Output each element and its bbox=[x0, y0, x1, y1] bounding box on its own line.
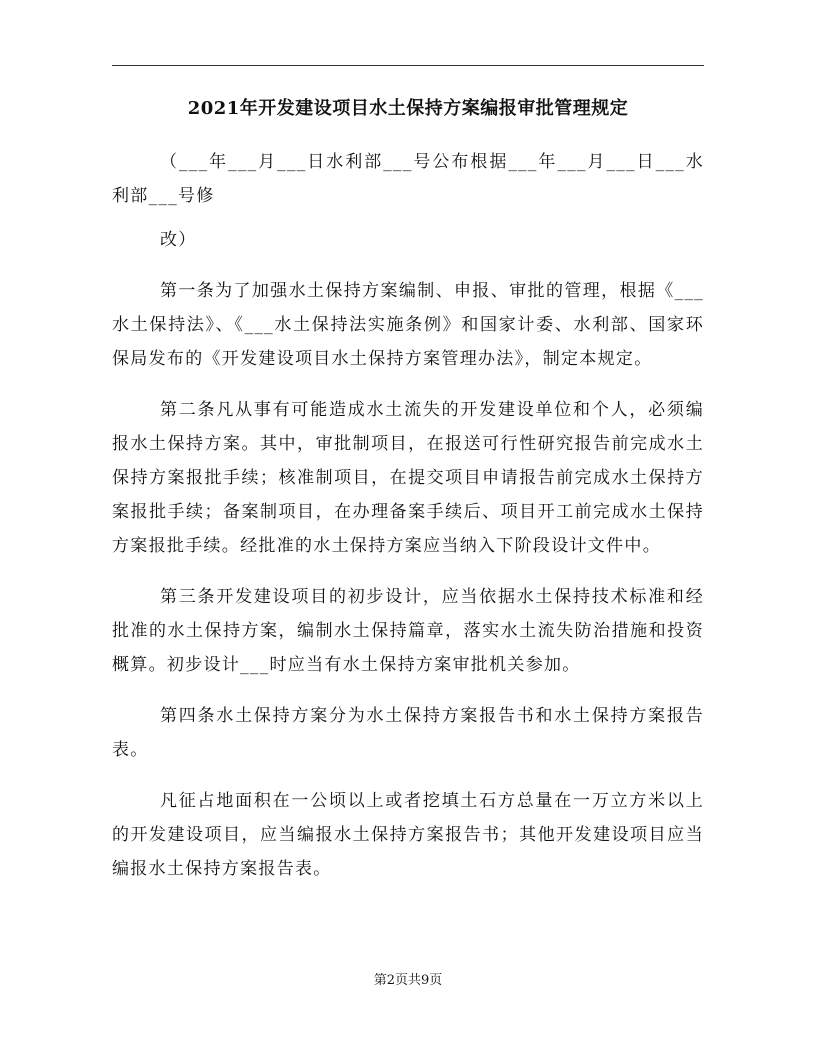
paragraph-article-4-detail: 凡征占地面积在一公顷以上或者挖填土石方总量在一万立方米以上的开发建设项目，应当编报水土保持方案报告书；其他开发建设项目应当编报水土保持方案报告表。 bbox=[112, 791, 704, 879]
paragraph-article-1: 第一条为了加强水土保持方案编制、申报、审批的管理，根据《___水土保持法》、《___水土保持法实施条例》和国家计委、水利部、国家环保局发布的《开发建设项目水土保持方案管理办法》，制定本规定。 bbox=[112, 281, 704, 369]
paragraph-article-2: 第二条凡从事有可能造成水土流失的开发建设单位和个人，必须编报水土保持方案。其中，审批制项目，在报送可行性研究报告前完成水土保持方案报批手续；核准制项目，在提交项目申请报告前完成水土保持方案报批手续；备案制项目，在办理备案手续后、项目开工前完成水土保持方案报批手续。经批准的水土保持方案应当纳入下阶段设计文件中。 bbox=[112, 400, 704, 556]
document-body bbox=[112, 145, 704, 886]
paragraph-preamble-end: 改） bbox=[160, 230, 197, 250]
header-rule bbox=[112, 65, 704, 66]
document-title: 2021年开发建设项目水土保持方案编报审批管理规定 bbox=[187, 98, 629, 119]
page-number: 第2页共9页 bbox=[373, 973, 443, 988]
paragraph-preamble: （___年___月___日水利部___号公布根据___年___月___日___水利部___号修 bbox=[112, 152, 704, 206]
paragraph-article-4: 第四条水土保持方案分为水土保持方案报告书和水土保持方案报告表。 bbox=[112, 706, 704, 760]
paragraph-article-3: 第三条开发建设项目的初步设计，应当依据水土保持技术标准和经批准的水土保持方案，编制水土保持篇章，落实水土流失防治措施和投资概算。初步设计___时应当有水土保持方案审批机关参加。 bbox=[112, 587, 704, 675]
